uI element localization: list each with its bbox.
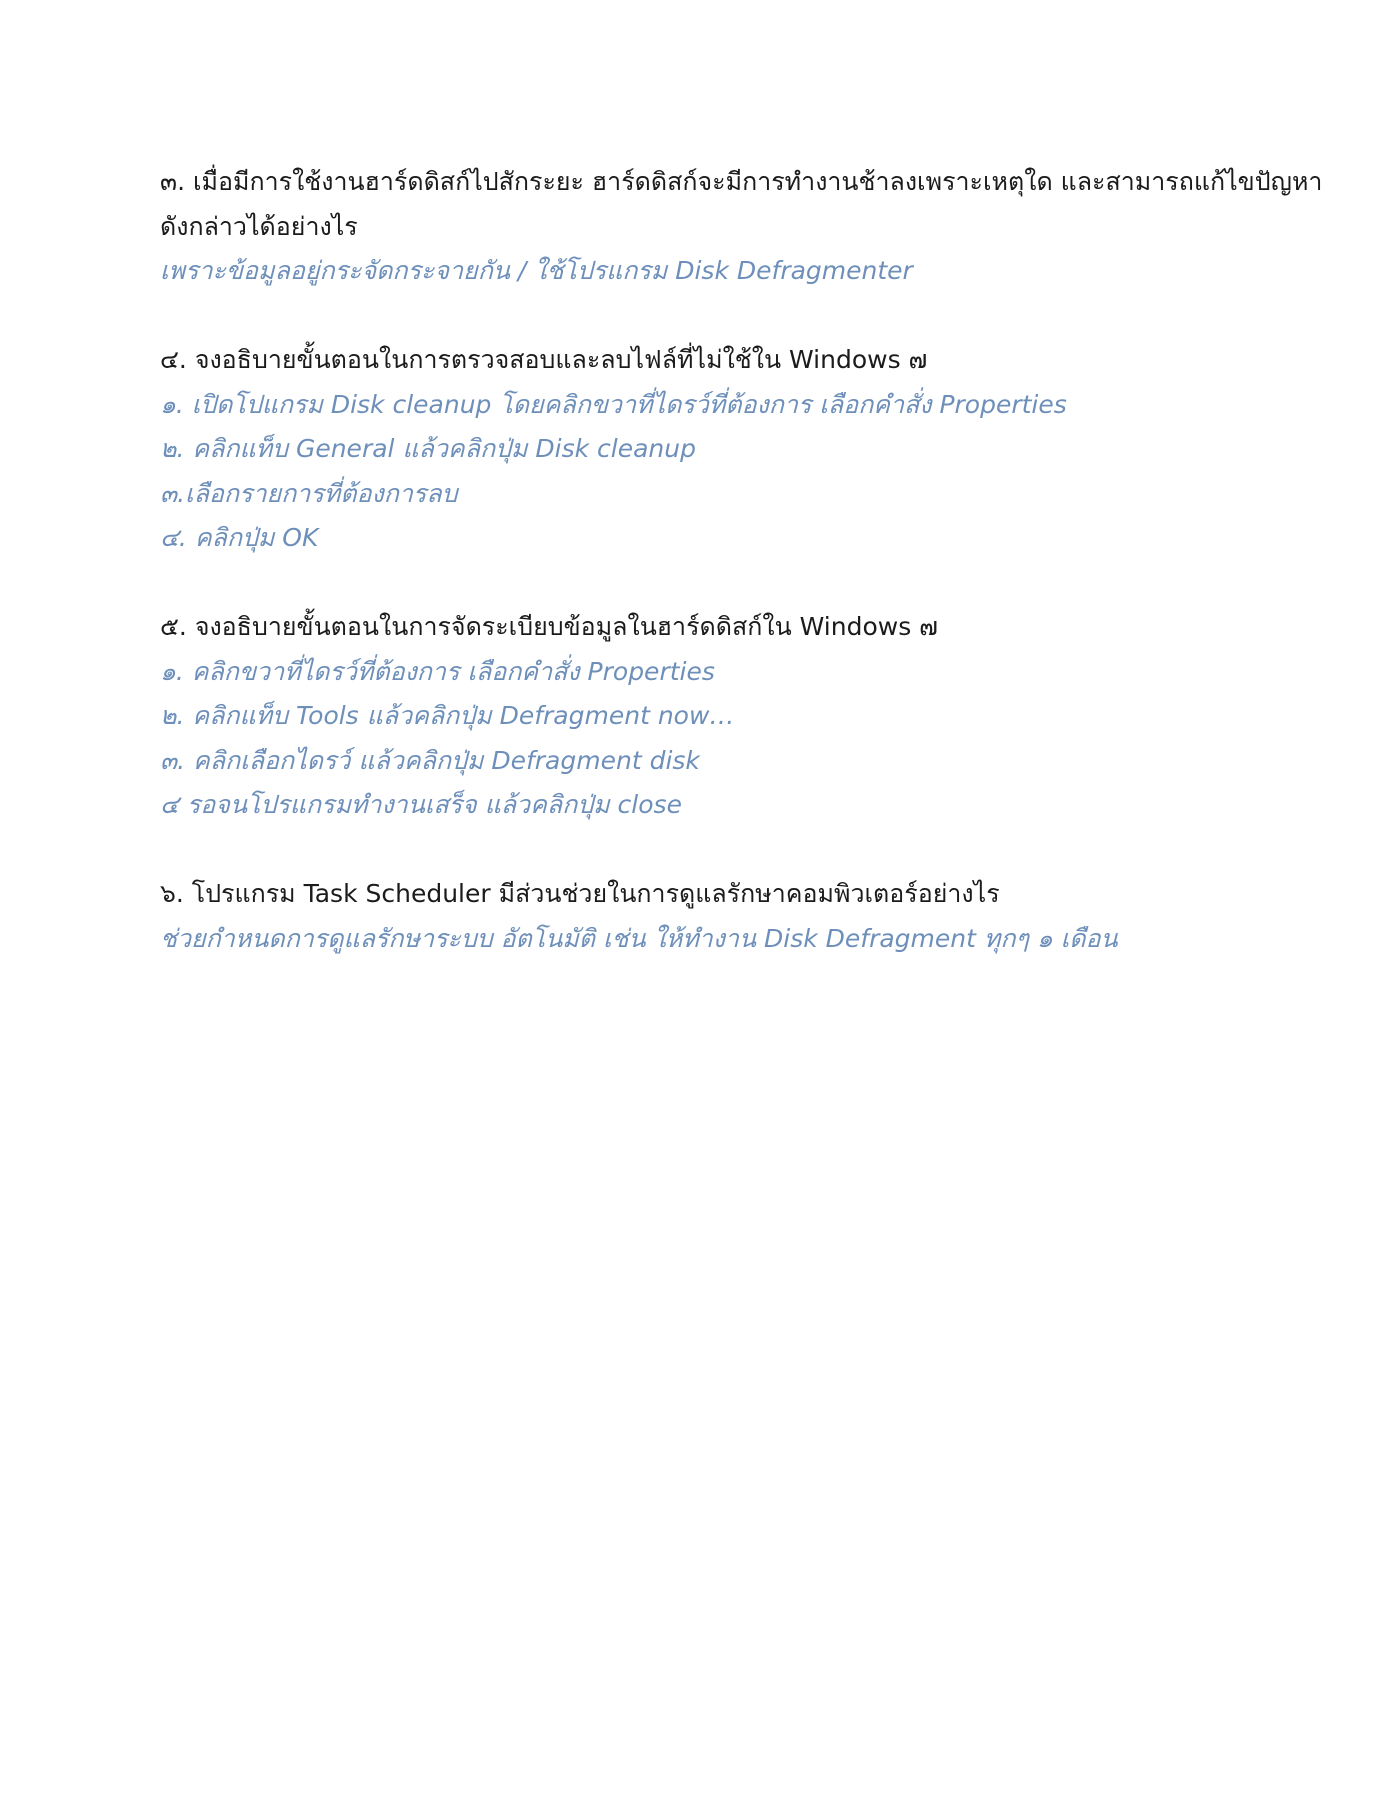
question-block-6	[160, 872, 1250, 961]
answer-step: ๔. คลิกปุ่ม OK	[160, 523, 319, 552]
question-text: ๕. จงอธิบายขั้นตอนในการจัดระเบียบข้อมูลในฮาร์ดดิสก์ใน Windows ๗	[160, 612, 938, 641]
answer-step: ๔ รอจนโปรแกรมทำงานเสร็จ แล้วคลิกปุ่ม close	[160, 790, 682, 819]
question-block-5	[160, 605, 1250, 828]
question-text: ๔. จงอธิบายขั้นตอนในการตรวจสอบและลบไฟล์ที่ไม่ใช้ใน Windows ๗	[160, 345, 928, 374]
answer-step: ๓. คลิกเลือกไดรว์ แล้วคลิกปุ่ม Defragment disk	[160, 745, 700, 775]
question-text: ดังกล่าวได้อย่างไร	[160, 211, 358, 241]
question-text: ๖. โปรแกรม Task Scheduler มีส่วนช่วยในการดูแลรักษาคอมพิวเตอร์อย่างไร	[160, 879, 1000, 908]
question-block-3	[160, 160, 1323, 294]
answer-step: ๒. คลิกแท็บ Tools แล้วคลิกปุ่ม Defragment now…	[160, 701, 735, 730]
answer-step: ๓.เลือกรายการที่ต้องการลบ	[160, 478, 458, 508]
answer-text: เพราะข้อมูลอยู่กระจัดกระจายกัน / ใช้โปรแกรม Disk Defragmenter	[160, 256, 913, 285]
document-page	[160, 160, 1323, 1006]
question-block-4	[160, 338, 1250, 561]
answer-text: ช่วยกำหนดการดูแลรักษาระบบ อัตโนมัติ เช่น ให้ทำงาน Disk Defragment ทุกๆ ๑ เดือน	[160, 923, 1118, 953]
answer-step: ๑. คลิกขวาที่ไดรว์ที่ต้องการ เลือกคำสั่ง Properties	[160, 656, 715, 686]
answer-step: ๒. คลิกแท็บ General แล้วคลิกปุ่ม Disk cleanup	[160, 434, 696, 463]
question-text: ๓. เมื่อมีการใช้งานฮาร์ดดิสก์ไปสักระยะ ฮาร์ดดิสก์จะมีการทำงานช้าลงเพราะเหตุใด และสามารถแก้ไขปัญหา	[160, 167, 1323, 196]
answer-step: ๑. เปิดโปแกรม Disk cleanup โดยคลิกขวาที่ไดรว์ที่ต้องการ เลือกคำสั่ง Properties	[160, 389, 1067, 419]
